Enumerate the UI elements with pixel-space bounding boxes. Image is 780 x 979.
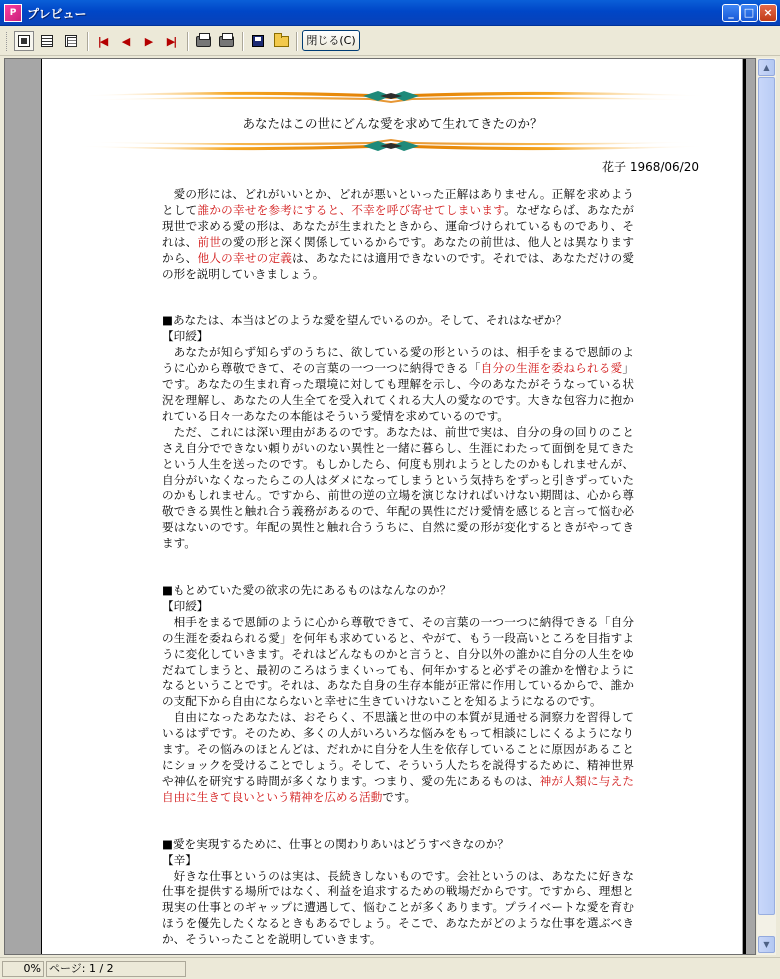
- text-run: 愛の形には、どれがいいとか、どれが悪いといった正解はありません。正解を求めようとして: [162, 187, 634, 217]
- close-window-button[interactable]: ×: [759, 4, 777, 22]
- document-title: あなたはこの世にどんな愛を求めて生れてきたのか？: [242, 116, 543, 131]
- status-bar: [0, 957, 780, 979]
- close-preview-button[interactable]: 閉じる(C): [302, 30, 360, 51]
- print-setup-button[interactable]: [193, 31, 213, 51]
- intro-paragraph: [162, 187, 634, 282]
- section-tag: 【辛】: [162, 852, 197, 867]
- text-run: です。: [382, 789, 417, 804]
- preview-viewport[interactable]: [4, 58, 756, 955]
- section-2: [162, 583, 634, 806]
- open-folder-icon: [274, 36, 289, 47]
- highlight-text: 神が人類に与えた自由に生きて良いという精神を広める活動: [162, 773, 634, 804]
- highlight-text: 誰かの幸せを参考にすると、不幸を呼び寄せてしまいます: [197, 202, 505, 217]
- first-page-button[interactable]: [92, 31, 112, 51]
- toolbar: [0, 27, 780, 56]
- text-run: ただ、これには深い理由があるのです。あなたは、前世で実は、自分の身の回りのことさえ自分でできない頼りがいのない異性と一緒に暮らし、生涯にわたって面倒を見てきたという人生を送ったのです。もしかしたら、何度も別れようとしたのかもしれませんが、自分がいなくなったらこの人はダメになってしまうという気持ちをずっと引きずっていたのかもしれません。ですから、前世の逆の立場を演じなければいけない期間は、心から尊敬できる異性と触れ合う義務があるので、年配の異性にだけ愛情を感じると言って悩む必要はないのです。年配の異性と触れ合ううちに、自然に愛の形が変化するときがやってきます。: [162, 424, 634, 551]
- printer-setup-icon: [196, 36, 211, 47]
- minimize-button[interactable]: _: [722, 4, 740, 22]
- maximize-button[interactable]: □: [740, 4, 758, 22]
- zoom-page-icon: [65, 35, 77, 47]
- one-page-view-button[interactable]: [14, 31, 34, 51]
- toolbar-separator: [296, 32, 298, 51]
- scroll-down-button[interactable]: ▼: [758, 936, 775, 953]
- text-run: 。なぜならば、あなたが現世で求める愛の形は、あなたが生まれたときから、運命づけられているものであり、それは、: [162, 202, 634, 249]
- highlight-text: 前世: [197, 234, 222, 249]
- document-body: [162, 187, 634, 948]
- last-page-button[interactable]: [161, 31, 181, 51]
- zoom-indicator: 0%: [2, 961, 44, 977]
- author-date: 花子 1968/06/20: [602, 160, 699, 174]
- section-tag: 【印綬】: [162, 598, 209, 613]
- highlight-text: 自分の生涯を委ねられる愛: [480, 361, 623, 376]
- section-paragraph: [162, 710, 634, 805]
- toolbar-separator: [87, 32, 89, 51]
- section-1: [162, 313, 634, 552]
- section-heading: ■もとめていた愛の欲求の先にあるものはなんなのか？: [162, 583, 452, 598]
- toolbar-grip[interactable]: [6, 32, 9, 51]
- prev-page-icon: ◀: [121, 34, 129, 48]
- page-indicator: ページ: 1 / 2: [46, 961, 186, 977]
- scroll-up-button[interactable]: ▲: [758, 59, 775, 76]
- first-page-icon: |◀: [97, 34, 107, 48]
- section-heading: ■愛を実現するために、仕事との関わりあいはどうすべきなのか？: [162, 836, 509, 851]
- section-paragraph: [162, 345, 634, 425]
- text-run: 自由になったあなたは、おそらく、不思議と世の中の本質が見通せる洞察力を習得しているはずです。そのため、多くの人がいろいろな悩みをもって相談にしにくるようになります。その悩みのほとんどは、だれかに自分を人生を依存していることに原因があることにショックを受けることでしょう。そして、そういう人たちを説得するために、精神世界や神仏を研究する時間が多くなります。つまり、愛の先にあるものは、: [162, 710, 634, 788]
- next-page-button[interactable]: [138, 31, 158, 51]
- printer-icon: [219, 36, 234, 47]
- last-page-icon: ▶|: [166, 34, 176, 48]
- section-paragraph: [162, 869, 634, 949]
- title-bar: [0, 0, 780, 26]
- bottom-ornament: [70, 137, 712, 155]
- text-run: 好きな仕事というのは実は、長続きしないものです。会社というのは、あなたに好きな仕事を提供する場所ではなく、利益を追求するための戦場だからです。ですから、理想と現実の仕事とのギャップに遭遇して、悩むことが多くあります。プライベートな愛を育むほうを優先したくなるときもあるでしょう。そこで、あなたがどのような仕事を選ぶべきか、そういったことを説明していきます。: [162, 868, 634, 947]
- highlight-text: 他人の幸せの定義: [197, 250, 293, 265]
- text-run: あなたが知らず知らずのうちに、欲している愛の形というのは、相手をまるで恩師のように心から尊敬できて、その言葉の一つ一つに納得できる「: [162, 345, 634, 376]
- document-page: [41, 59, 742, 955]
- single-page-icon: [18, 35, 30, 47]
- print-button[interactable]: [216, 31, 236, 51]
- page-shadow: [743, 59, 746, 955]
- multi-page-icon: [41, 35, 53, 47]
- vertical-scrollbar[interactable]: [757, 58, 776, 955]
- section-3: [162, 837, 634, 948]
- two-page-view-button[interactable]: [37, 31, 57, 51]
- section-paragraph: [162, 425, 634, 552]
- text-run: 」です。あなたの生まれ育った環境に対しても理解を示し、今のあなたがそうなっている状況を理解し、あなたの人生全てを受入れてくれる大人の愛なのです。大きな包容力に抱かれている日々一あなたの本能はそういう愛情を求めているのです。: [162, 361, 634, 423]
- text-run: の愛の形と深く関係しているからです。あなたの前世は、他人とは異なりますから、: [162, 234, 634, 265]
- open-button[interactable]: [271, 31, 291, 51]
- text-run: 相手をまるで恩師のように心から尊敬できて、その言葉の一つ一つに納得できる「自分の生涯を委ねられる愛」を何年も求めていると、やがて、もう一段高いところを目指すように変化していきます。それはどんなものかと言うと、自分以外の誰かに自分の人生をゆだねてしまうと、最初のころはうまくいっても、何年かすると必ずその誰かを憎むようになるということです。それは、あなた自身の生存本能が正常に作用しているからで、誰かの支配下から自由にならないと幸せに生きていけないことを知るようになるのです。: [162, 614, 634, 709]
- section-tag: 【印綬】: [162, 329, 209, 344]
- toolbar-separator: [187, 32, 189, 51]
- save-button[interactable]: [248, 31, 268, 51]
- window-title: プレビュー: [27, 7, 87, 21]
- scrollbar-thumb[interactable]: [758, 77, 775, 915]
- top-ornament: [70, 87, 712, 105]
- zoom-view-button[interactable]: [61, 31, 81, 51]
- save-disk-icon: [252, 35, 264, 47]
- next-page-icon: ▶: [144, 34, 152, 48]
- prev-page-button[interactable]: [115, 31, 135, 51]
- section-paragraph: [162, 615, 634, 710]
- section-heading: ■あなたは、本当はどのような愛を望んでいるのか。そして、それはなぜか？: [162, 313, 567, 328]
- app-icon[interactable]: P: [4, 4, 22, 22]
- text-run: は、あなたには適用できないのです。それでは、あなただけの愛の形を説明していきましょう。: [162, 250, 634, 281]
- toolbar-separator: [242, 32, 244, 51]
